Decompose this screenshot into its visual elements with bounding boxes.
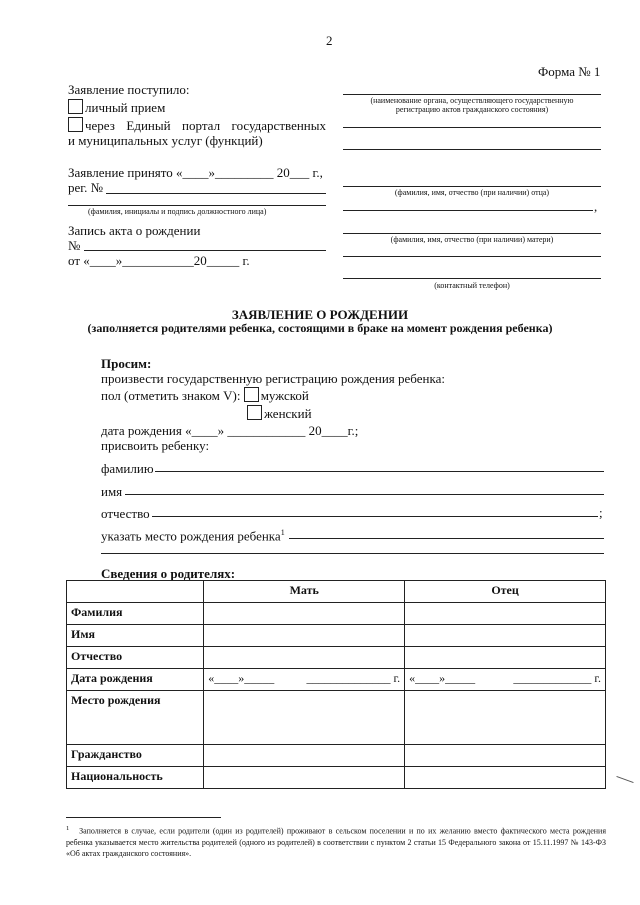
phone-caption: (контактный телефон) [434, 281, 510, 290]
mother-birthplace-cell[interactable] [204, 691, 405, 745]
child-name-field[interactable] [125, 494, 604, 495]
mother-surname-cell[interactable] [204, 603, 405, 625]
father-name-field-line2[interactable] [343, 210, 593, 211]
birth-record-label: Запись акта о рождении [68, 223, 201, 238]
comma: , [594, 199, 598, 214]
father-name-cell[interactable] [405, 625, 606, 647]
mother-patronymic-cell[interactable] [204, 647, 405, 669]
organ-caption-line1: (наименование органа, осуществляющего государственную [370, 96, 574, 105]
row-label-citizenship: Гражданство [67, 745, 204, 767]
patronymic-label: отчество [101, 506, 150, 521]
accepted-date-field[interactable]: Заявление принято «____»_________ 20___ г., [68, 165, 323, 180]
father-name-field[interactable] [343, 186, 601, 187]
document-title: ЗАЯВЛЕНИЕ О РОЖДЕНИИ [231, 307, 409, 322]
mother-date-right: ______________ г. [306, 671, 401, 685]
row-label-nationality: Национальность [67, 767, 204, 789]
semicolon: ; [599, 505, 603, 520]
surname-label: фамилию [101, 461, 154, 476]
birthplace-label: указать место рождения ребенка [101, 528, 281, 544]
record-date-field[interactable]: от «____»___________20_____ г. [68, 253, 250, 268]
row-label-name: Имя [67, 625, 204, 647]
official-caption: (фамилия, инициалы и подпись должностного лица) [88, 207, 267, 216]
corner-cell [67, 581, 204, 603]
official-signature-field[interactable] [68, 205, 326, 206]
mother-caption: (фамилия, имя, отчество (при наличии) матери) [390, 235, 554, 244]
mother-birth-date-cell[interactable] [204, 669, 405, 691]
scan-mark [616, 776, 633, 783]
document-subtitle: (заполняется родителями ребенка, состоящими в браке на момент рождения ребенка) [87, 321, 553, 335]
request-line1: произвести государственную регистрацию рождения ребенка: [101, 371, 445, 386]
portal-checkbox[interactable] [68, 117, 83, 132]
child-birthplace-field[interactable] [289, 538, 604, 539]
mother-column-header: Мать [204, 581, 405, 603]
father-nationality-cell[interactable] [405, 767, 606, 789]
record-number-label: № [68, 238, 81, 253]
mother-name-cell[interactable] [204, 625, 405, 647]
parents-table [66, 580, 606, 789]
registry-organ-field[interactable] [343, 94, 601, 95]
father-date-right: _____________ г. [513, 671, 601, 685]
mother-citizenship-cell[interactable] [204, 745, 405, 767]
birthplace-label-wrap [101, 528, 285, 544]
row-label-surname: Фамилия [67, 603, 204, 625]
row-label-birthplace: Место рождения [67, 691, 204, 745]
father-patronymic-cell[interactable] [405, 647, 606, 669]
female-checkbox[interactable] [247, 405, 262, 420]
father-column-header: Отец [405, 581, 606, 603]
portal-label-line1: через Единый портал государственных [85, 118, 326, 133]
father-citizenship-cell[interactable] [405, 745, 606, 767]
personal-reception-label: личный прием [85, 100, 166, 115]
female-label: женский [264, 406, 312, 421]
page-number: 2 [326, 33, 333, 48]
organ-caption-line2: регистрацию актов гражданского состояния) [395, 105, 549, 114]
father-birth-date-cell[interactable] [405, 669, 606, 691]
footnote-separator [66, 817, 221, 818]
child-surname-field[interactable] [155, 471, 604, 472]
request-heading: Просим: [101, 356, 152, 371]
father-caption: (фамилия, имя, отчество (при наличии) отца) [394, 188, 550, 197]
name-label: имя [101, 484, 123, 499]
row-label-patronymic: Отчество [67, 647, 204, 669]
footnote [66, 823, 606, 859]
mother-nationality-cell[interactable] [204, 767, 405, 789]
reg-number-field[interactable] [106, 193, 326, 194]
registry-organ-field-line3[interactable] [343, 149, 601, 150]
contact-phone-field[interactable] [343, 278, 601, 279]
mother-date-left: «____»_____ [208, 671, 275, 685]
parents-heading: Сведения о родителях: [101, 566, 236, 581]
mother-name-field[interactable] [343, 233, 601, 234]
row-label-birth-date: Дата рождения [67, 669, 204, 691]
assign-label: присвоить ребенку: [101, 438, 210, 453]
footnote-ref: 1 [280, 528, 285, 537]
form-number: Форма № 1 [538, 64, 601, 79]
child-birthplace-field-line2[interactable] [101, 553, 604, 554]
male-checkbox[interactable] [244, 387, 259, 402]
footnote-mark: 1 [66, 825, 70, 832]
mother-name-field-line2[interactable] [343, 256, 601, 257]
female-option[interactable] [247, 405, 312, 422]
father-surname-cell[interactable] [405, 603, 606, 625]
record-number-field[interactable] [84, 250, 326, 251]
child-patronymic-field[interactable] [152, 516, 598, 517]
reg-number-label: рег. № [68, 180, 104, 195]
received-heading: Заявление поступило: [68, 82, 190, 97]
child-birth-date-field[interactable]: дата рождения «____» ____________ 20____г.; [101, 423, 359, 438]
sex-label: пол (отметить знаком V): [101, 388, 241, 403]
registry-organ-field-line2[interactable] [343, 127, 601, 128]
personal-reception-option[interactable] [68, 99, 165, 116]
portal-option[interactable] [68, 117, 326, 134]
portal-label-line2: и муниципальных услуг (функций) [68, 133, 263, 148]
sex-row [101, 387, 309, 404]
male-label: мужской [260, 388, 309, 403]
personal-reception-checkbox[interactable] [68, 99, 83, 114]
footnote-text: Заполняется в случае, если родители (один из родителей) проживают в сельском поселении и по их желанию вместо фактического места рождения ребенка указывается место жительства родителей (одного из родителей) в соответствии с пунктом 2 статьи 15 Федерального закона от 15.11.1997 № 143-ФЗ «Об актах гражданского состояния». [66, 826, 607, 858]
father-date-left: «____»_____ [409, 671, 476, 685]
father-birthplace-cell[interactable] [405, 691, 606, 745]
